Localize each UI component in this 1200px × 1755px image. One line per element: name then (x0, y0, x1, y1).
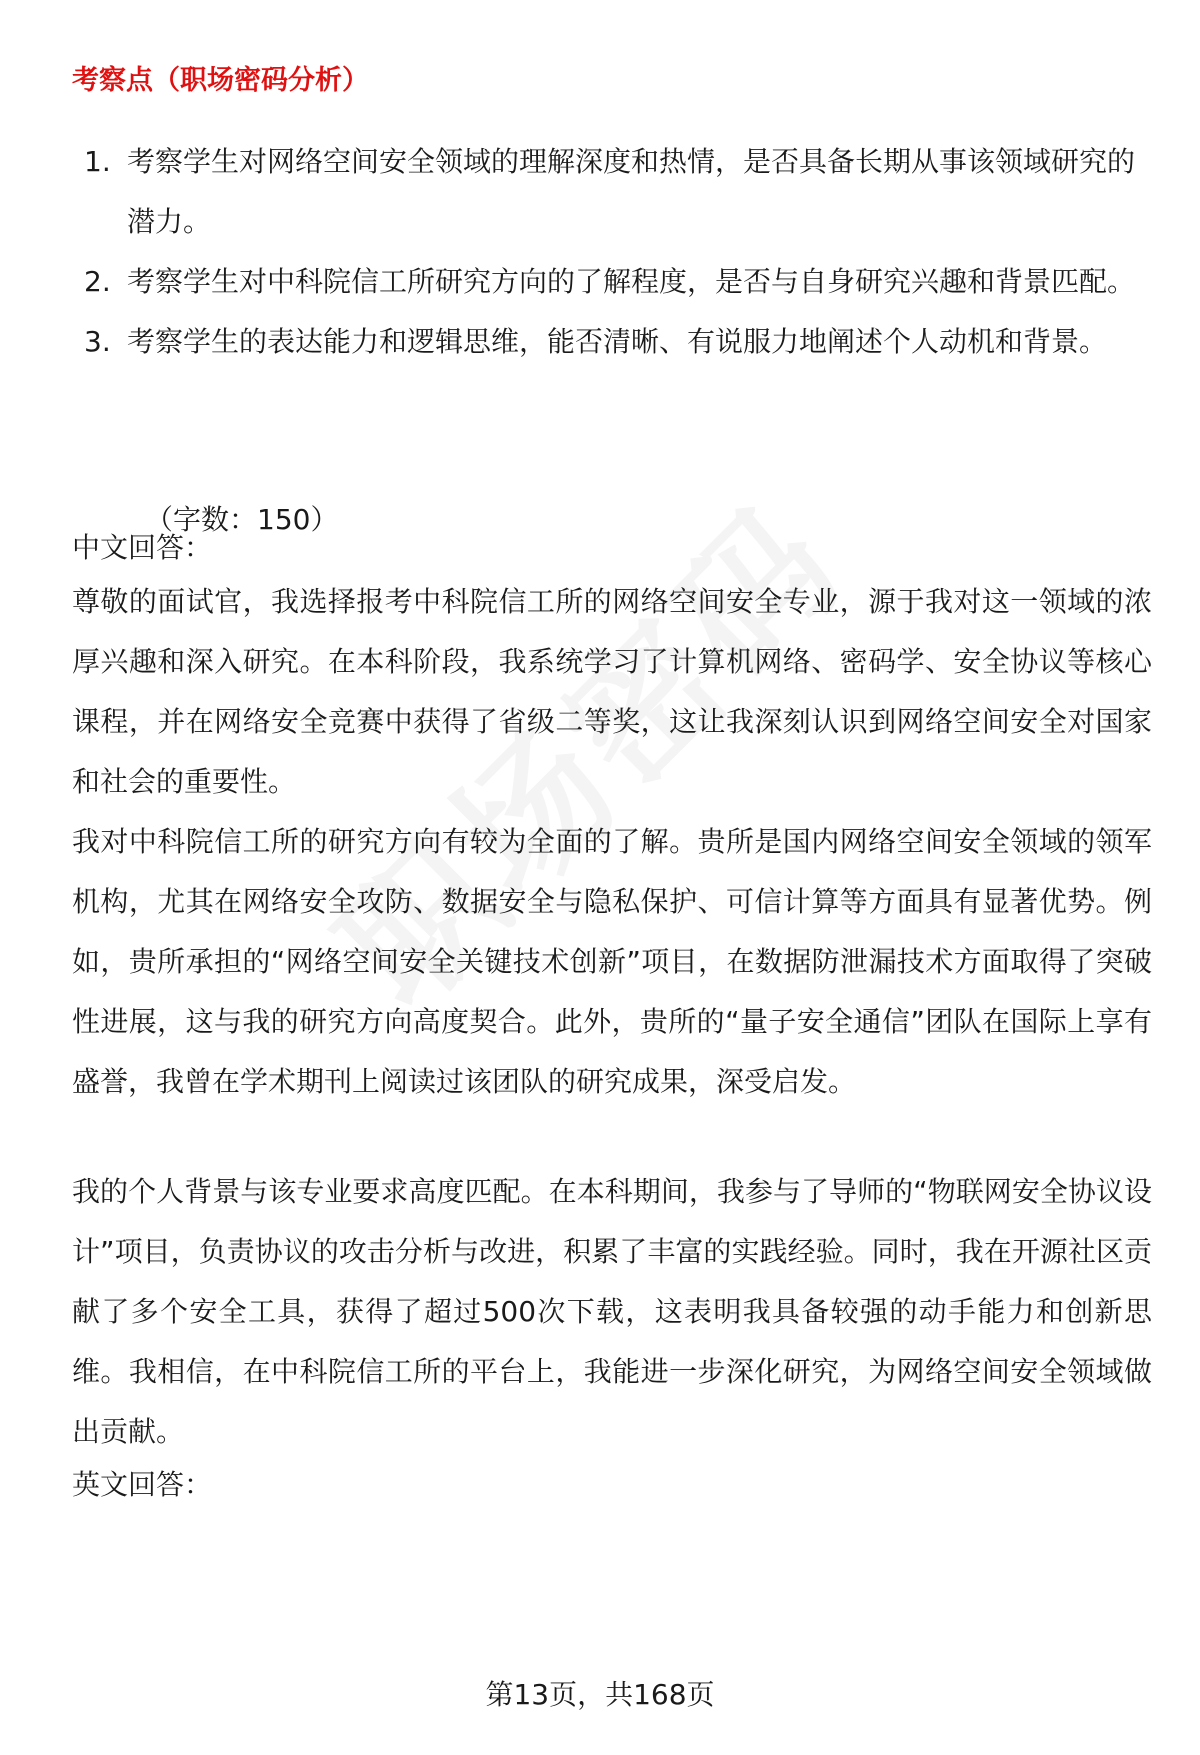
english-answer-label: 英文回答： (72, 1468, 213, 1501)
answer-paragraph-3: 我的个人背景与该专业要求高度匹配。在本科期间，我参与了导师的“物联网安全协议设计”项目，负责协议的攻击分析与改进，积累了丰富的实践经验。同时，我在开源社区贡献了多个安全工具，获得了超过500次下载，这表明我具备较强的动手能力和创新思维。我相信，在中科院信工所的平台上，我能进一步深化研究，为网络空间安全领域做出贡献。 (72, 1175, 1152, 1448)
list-item-text: 考察学生的表达能力和逻辑思维，能否清晰、有说服力地阐述个人动机和背景。 (127, 325, 1108, 358)
list-item (72, 312, 1152, 372)
list-item (72, 252, 1152, 312)
list-item-text: 考察学生对中科院信工所研究方向的了解程度，是否与自身研究兴趣和背景匹配。 (127, 265, 1136, 298)
answer-paragraph-2: 我对中科院信工所的研究方向有较为全面的了解。贵所是国内网络空间安全领域的领军机构，尤其在网络安全攻防、数据安全与隐私保护、可信计算等方面具有显著优势。例如，贵所承担的“网络空间安全关键技术创新”项目，在数据防泄漏技术方面取得了突破性进展，这与我的研究方向高度契合。此外，贵所的“量子安全通信”团队在国际上享有盛誉，我曾在学术期刊上阅读过该团队的研究成果，深受启发。 (72, 825, 1152, 1098)
list-item (72, 132, 1152, 252)
section-heading: 考察点（职场密码分析） (72, 65, 369, 96)
list-item-number: 1. (84, 145, 111, 178)
list-item-number: 3. (84, 325, 111, 358)
answer-paragraph-1: 尊敬的面试官，我选择报考中科院信工所的网络空间安全专业，源于我对这一领域的浓厚兴趣和深入研究。在本科阶段，我系统学习了计算机网络、密码学、安全协议等核心课程，并在网络安全竞赛中获得了省级二等奖，这让我深刻认识到网络空间安全对国家和社会的重要性。 (72, 585, 1152, 798)
page-number-footer: 第13页，共168页 (485, 1678, 715, 1711)
word-count: （字数：150） (145, 503, 339, 536)
list-item-text: 考察学生对网络空间安全领域的理解深度和热情，是否具备长期从事该领域研究的潜力。 (127, 145, 1136, 238)
list-item-number: 2. (84, 265, 111, 298)
assessment-points-list (72, 132, 1152, 372)
chinese-answer-label: 中文回答： (72, 531, 213, 564)
